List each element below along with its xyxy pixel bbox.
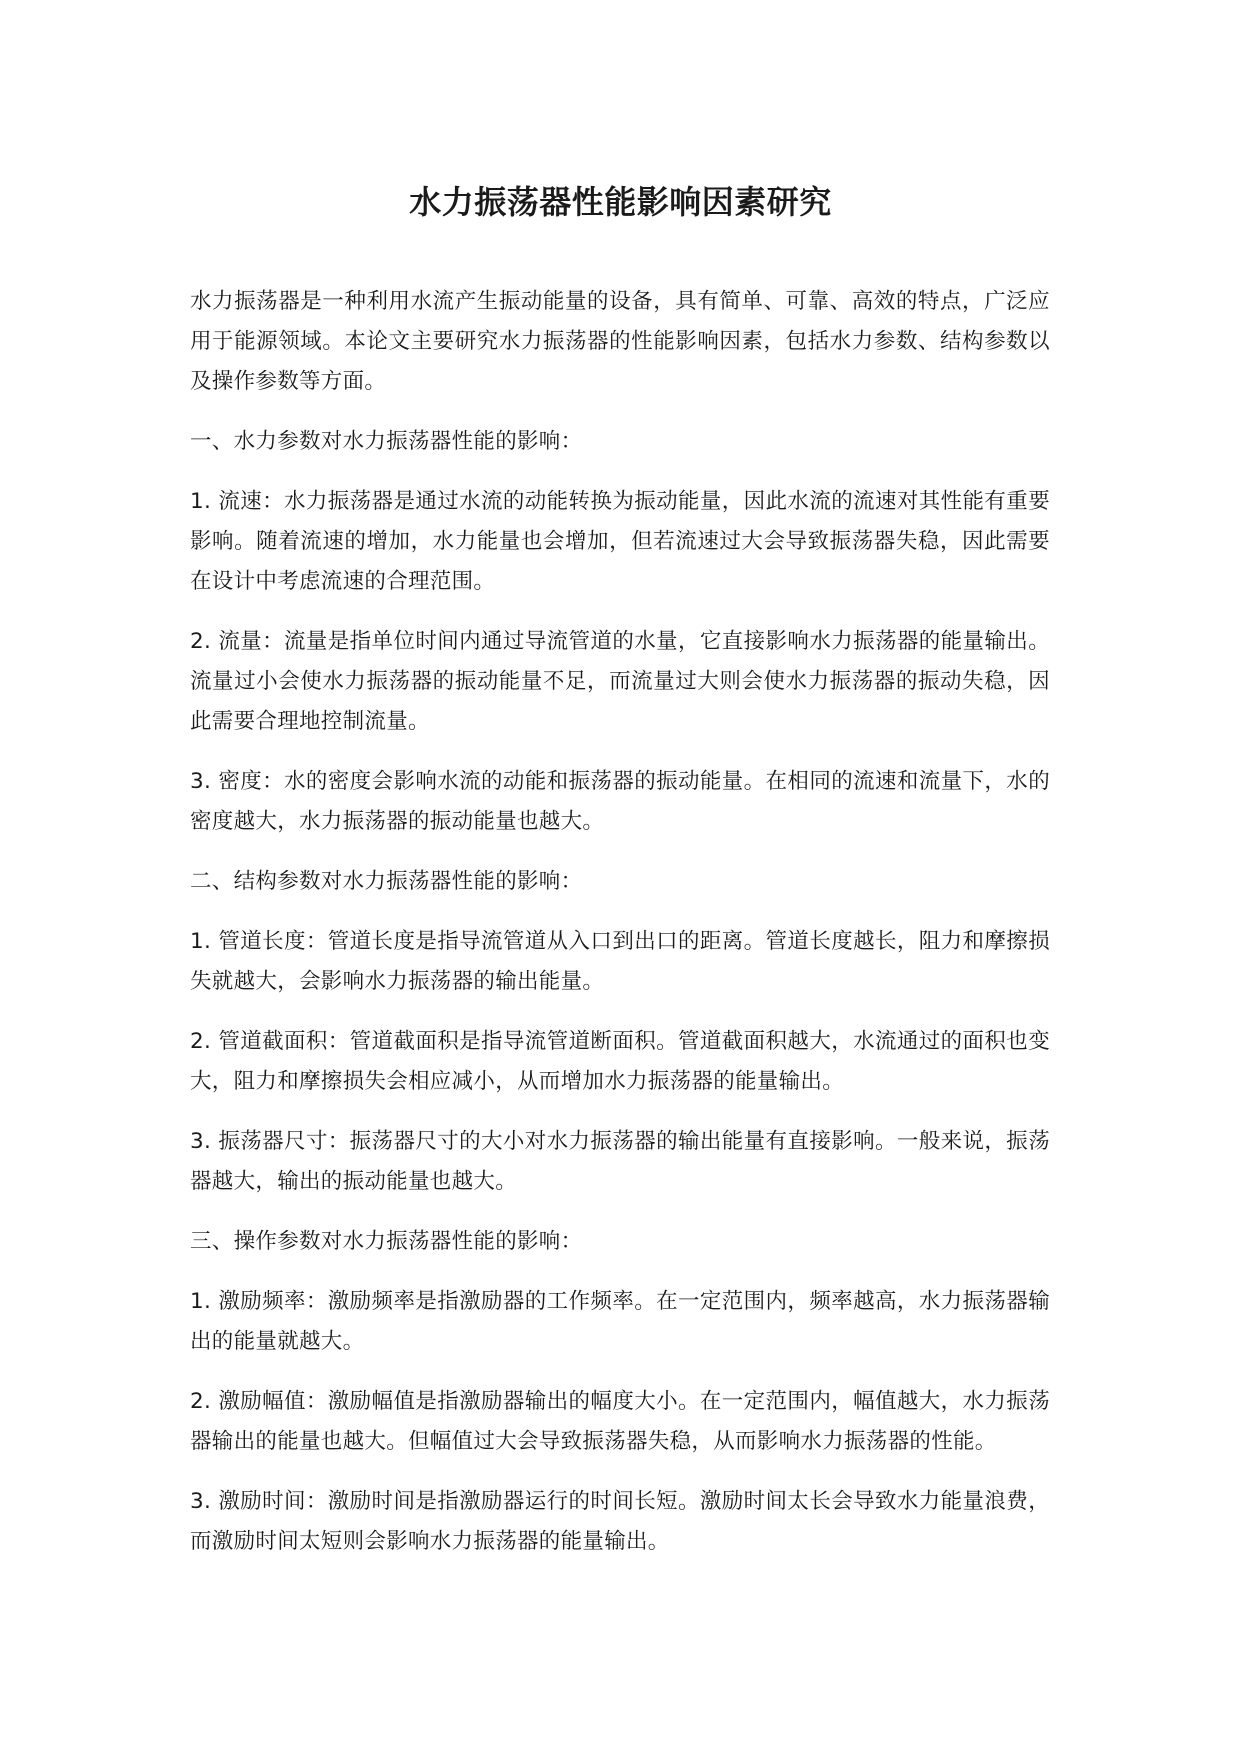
paragraph-excitation-amplitude: 2. 激励幅值：激励幅值是指激励器输出的幅度大小。在一定范围内，幅值越大，水力振荡器输出的能量也越大。但幅值过大会导致振荡器失稳，从而影响水力振荡器的性能。 [190, 1389, 1050, 1454]
section-heading-hydraulic: 一、水力参数对水力振荡器性能的影响： [190, 429, 583, 454]
paragraph-excitation-time: 3. 激励时间：激励时间是指激励器运行的时间长短。激励时间太长会导致水力能量浪费，而激励时间太短则会影响水力振荡器的能量输出。 [190, 1489, 1050, 1554]
paragraph-flow-velocity: 1. 流速：水力振荡器是通过水流的动能转换为振动能量，因此水流的流速对其性能有重要影响。随着流速的增加，水力能量也会增加，但若流速过大会导致振荡器失稳，因此需要在设计中考虑流速的合理范围。 [190, 489, 1050, 594]
paragraph-pipe-length: 1. 管道长度：管道长度是指导流管道从入口到出口的距离。管道长度越长，阻力和摩擦损失就越大，会影响水力振荡器的输出能量。 [190, 929, 1050, 994]
paragraph-intro: 水力振荡器是一种利用水流产生振动能量的设备，具有简单、可靠、高效的特点，广泛应用于能源领域。本论文主要研究水力振荡器的性能影响因素，包括水力参数、结构参数以及操作参数等方面。 [190, 289, 1050, 394]
section-heading-structural: 二、结构参数对水力振荡器性能的影响： [190, 869, 583, 894]
paragraph-excitation-frequency: 1. 激励频率：激励频率是指激励器的工作频率。在一定范围内，频率越高，水力振荡器输出的能量就越大。 [190, 1289, 1050, 1354]
paragraph-density: 3. 密度：水的密度会影响水流的动能和振荡器的振动能量。在相同的流速和流量下，水的密度越大，水力振荡器的振动能量也越大。 [190, 769, 1050, 834]
paragraph-pipe-area: 2. 管道截面积：管道截面积是指导流管道断面积。管道截面积越大，水流通过的面积也变大，阻力和摩擦损失会相应减小，从而增加水力振荡器的能量输出。 [190, 1029, 1050, 1094]
section-heading-operational: 三、操作参数对水力振荡器性能的影响： [190, 1229, 583, 1254]
paragraph-oscillator-size: 3. 振荡器尺寸：振荡器尺寸的大小对水力振荡器的输出能量有直接影响。一般来说，振荡器越大，输出的振动能量也越大。 [190, 1129, 1050, 1194]
paragraph-flow-rate: 2. 流量：流量是指单位时间内通过导流管道的水量，它直接影响水力振荡器的能量输出。流量过小会使水力振荡器的振动能量不足，而流量过大则会使水力振荡器的振动失稳，因此需要合理地控制流量。 [190, 629, 1050, 734]
document-title: 水力振荡器性能影响因素研究 [409, 183, 832, 221]
document-body [190, 282, 1050, 1582]
